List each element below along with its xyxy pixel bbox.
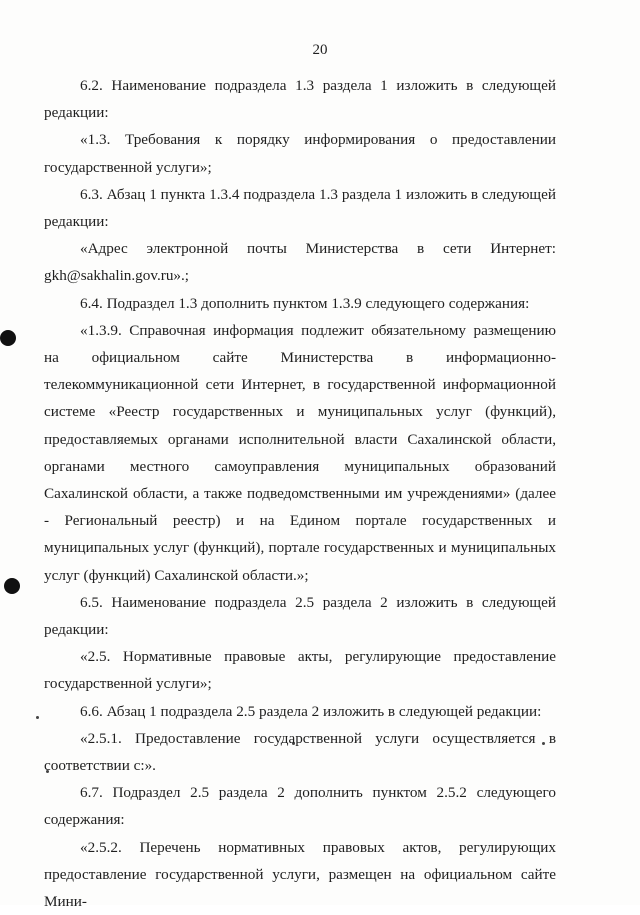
paragraph-quote-2-5-1: «2.5.1. Предоставление государственной услуги осуществляется в соответствии с:». bbox=[44, 729, 556, 775]
scan-speck bbox=[36, 716, 39, 719]
paragraph-6-6: 6.6. Абзац 1 подраздела 2.5 раздела 2 изложить в следующей редакции: bbox=[80, 702, 542, 720]
paragraph-6-3: 6.3. Абзац 1 пункта 1.3.4 подраздела 1.3 раздела 1 изложить в следующей редакции: bbox=[44, 185, 556, 231]
paragraph-6-5: 6.5. Наименование подраздела 2.5 раздела 2 изложить в следующей редакции: bbox=[44, 593, 556, 639]
paragraph-quote-1-3-9: «1.3.9. Справочная информация подлежит обязательному размещению на официальном сайте Министерства в информационно-телекоммуникационной сети Интернет, в государственной информационной системе «Реестр государственных и муниципальных услуг (функций), предоставляемых органами исполнительной власти Сахалинской области, органами местного самоуправления муниципальных образований Сахалинской области, а также подведомственными им учреждениями» (далее - Региональный реестр) и на Едином портале государственных и муниципальных услуг (функций), портале государственных и муниципальных услуг (функций) Сахалинской области.»; bbox=[44, 321, 556, 584]
hole-punch-mark-top bbox=[0, 330, 16, 346]
paragraph-6-2: 6.2. Наименование подраздела 1.3 раздела 1 изложить в следующей редакции: bbox=[44, 77, 556, 122]
paragraph-quote-2-5-2: «2.5.2. Перечень нормативных правовых актов, регулирующих предоставление государственной услуги, размещен на официальном сайте Мини- bbox=[44, 838, 556, 911]
document-body bbox=[44, 72, 556, 915]
page-number: 20 bbox=[312, 42, 328, 58]
hole-punch-mark-bottom bbox=[4, 578, 20, 594]
paragraph-6-4: 6.4. Подраздел 1.3 дополнить пунктом 1.3.9 следующего содержания: bbox=[80, 294, 530, 312]
paragraph-quote-2-5: «2.5. Нормативные правовые акты, регулирующие предоставление государственной услуги»; bbox=[44, 648, 556, 693]
paragraph-quote-1-3: «1.3. Требования к порядку информирования о предоставлении государственной услуги»; bbox=[44, 131, 556, 176]
paragraph-6-7: 6.7. Подраздел 2.5 раздела 2 дополнить пунктом 2.5.2 следующего содержания: bbox=[44, 784, 556, 829]
paragraph-quote-email: «Адрес электронной почты Министерства в сети Интернет: gkh@sakhalin.gov.ru».; bbox=[44, 240, 556, 285]
